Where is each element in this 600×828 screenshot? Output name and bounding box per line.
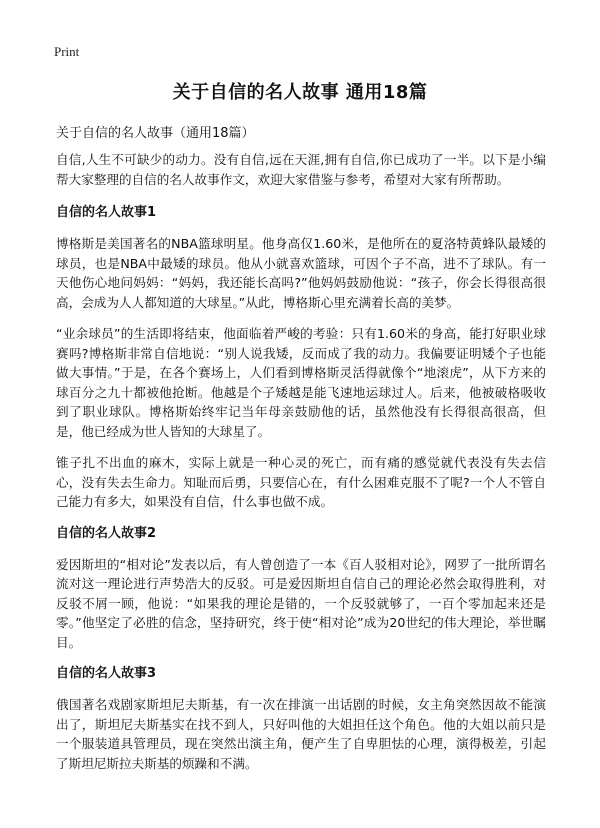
story-paragraph: 锥子扎不出血的麻木，实际上就是一种心灵的死亡，而有痛的感觉就代表没有失去信心，没有失去生命力。知耻而后勇，只要信心在，有什么困难克服不了呢?一个人不管自己能力有多大，如果没有自信，什么事也做不成。 [56,455,546,509]
story-heading: 自信的名人故事1 [56,205,157,220]
page-subtitle: 关于自信的名人故事（通用18篇） [56,126,255,141]
article-body [56,150,546,785]
story-paragraph: 爱因斯坦的“相对论”发表以后，有人曾创造了一本《百人驳相对论》，网罗了一批所谓名流对这一理论进行声势浩大的反驳。可是爱因斯坦自信自己的理论必然会取得胜利，对反驳不屑一顾，他说：“如果我的理论是错的，一个反驳就够了，一百个零加起来还是零。”他坚定了必胜的信念，坚持研究，终于使“相对论”成为20世纪的伟大理论，举世瞩目。 [56,556,546,650]
story-paragraph: “业余球员”的生活即将结束，他面临着严峻的考验：只有1.60米的身高，能打好职业球赛吗?博格斯非常自信地说：“别人说我矮，反而成了我的动力。我偏要证明矮个子也能做大事情。”于是，在各个赛场上，人们看到博格斯灵活得就像个“地滚虎”，从下方来的球百分之九十都被他抢断。他越是个子矮越是能飞速地运球过人。后来，他被破格吸收到了职业球队。博格斯始终牢记当年母亲鼓励他的话，虽然他没有长得很高很高，但是，他已经成为世人皆知的大球星了。 [56,326,546,439]
story-heading: 自信的名人故事2 [56,525,157,541]
story-paragraph: 博格斯是美国著名的NBA篮球明星。他身高仅1.60米，是他所在的夏洛特黄蜂队最矮的球员，也是NBA中最矮的球员。他从小就喜欢篮球，可因个子不高，进不了球队。有一天他伤心地问妈妈：“妈妈，我还能长高吗?”他妈妈鼓励他说：“孩子，你会长得很高很高，会成为人人都知道的大球星。”从此，博格斯心里充满着长高的美梦。 [56,236,546,310]
story-heading: 自信的名人故事3 [56,666,157,681]
print-link[interactable]: Print [54,44,80,59]
page-title: 关于自信的名人故事 通用18篇 [172,82,428,103]
story-paragraph: 俄国著名戏剧家斯坦尼夫斯基，有一次在排演一出话剧的时候，女主角突然因故不能演出了，斯坦尼夫斯基实在找不到人，只好叫他的大姐担任这个角色。他的大姐以前只是一个服装道具管理员，现在突然出演主角，便产生了自卑胆怯的心理，演得极差，引起了斯坦尼斯拉夫斯基的烦躁和不满。 [56,697,546,771]
intro-paragraph: 自信,人生不可缺少的动力。没有自信,远在天涯,拥有自信,你已成功了一半。以下是小编帮大家整理的自信的名人故事作文，欢迎大家借鉴与参考，希望对大家有所帮助。 [56,152,546,187]
